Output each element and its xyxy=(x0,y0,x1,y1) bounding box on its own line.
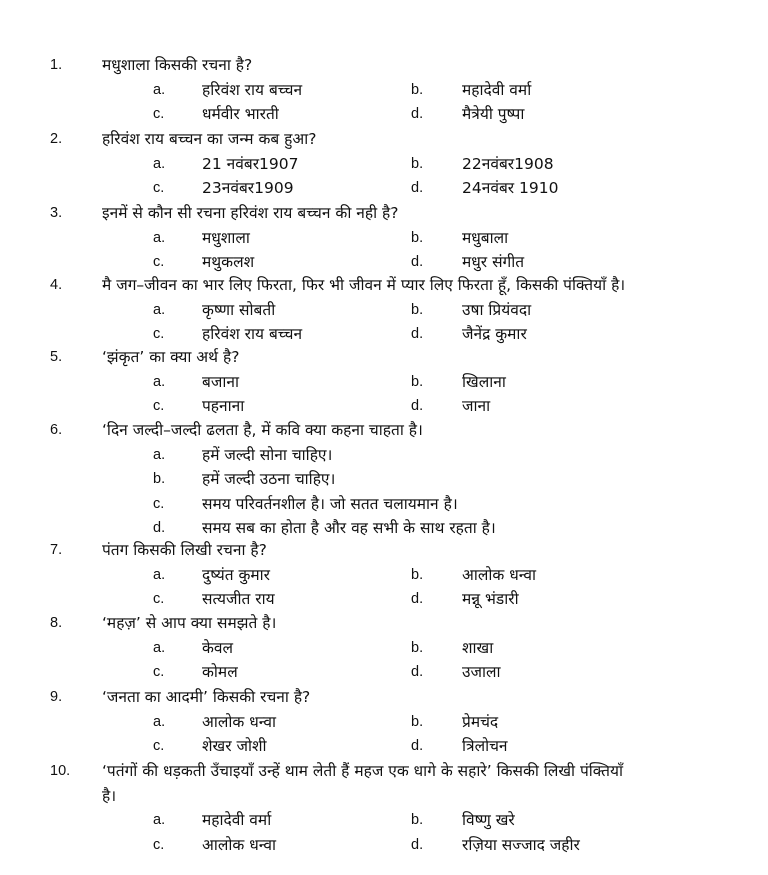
question-text: हरिवंश राय बच्चन का जन्म कब हुआ? xyxy=(102,130,317,148)
question-row xyxy=(0,345,768,369)
option-letter: d. xyxy=(411,326,424,342)
option-text: धर्मवीर भारती xyxy=(202,105,279,123)
option-letter: b. xyxy=(411,639,424,656)
option-letter: c. xyxy=(153,738,165,754)
option-text: विष्णु खरे xyxy=(462,811,515,829)
option-text: केवल xyxy=(202,638,234,657)
option-letter: c. xyxy=(153,836,165,853)
option-letter: b. xyxy=(411,373,424,390)
question-number: 9. xyxy=(50,689,63,705)
question-row xyxy=(0,273,768,297)
option-text: त्रिलोचन xyxy=(462,737,508,755)
option-text: पहनाना xyxy=(202,397,245,415)
question-text: ‘पतंगों की धड़कती उँचाइयाँ उन्हें थाम लेती हैं महज एक धागे के सहारे’ किसकी लिखी पंक्तियाँ xyxy=(102,762,623,780)
option-letter: c. xyxy=(153,326,165,342)
option-text: 23नवंबर1909 xyxy=(202,179,294,197)
question-number: 8. xyxy=(50,615,63,631)
option-text: 24नवंबर 1910 xyxy=(462,179,559,197)
option-letter: a. xyxy=(153,812,166,828)
option-letter: b. xyxy=(411,229,424,246)
option-text: खिलाना xyxy=(462,372,506,391)
question-row xyxy=(0,538,768,562)
option-text: 22नवंबर1908 xyxy=(462,154,554,173)
option-letter: b. xyxy=(411,81,424,98)
option-letter: c. xyxy=(153,591,165,607)
option-text: महादेवी वर्मा xyxy=(202,811,272,829)
option-text: हरिवंश राय बच्चन xyxy=(202,80,303,99)
option-letter: b. xyxy=(411,713,424,730)
question-text: पंतग किसकी लिखी रचना है? xyxy=(102,541,267,559)
option-letter: c. xyxy=(153,495,165,512)
option-text: रज़िया सज्जाद जहीर xyxy=(462,835,580,854)
option-text: जाना xyxy=(462,397,491,415)
option-letter: d. xyxy=(411,106,424,122)
option-text: समय सब का होता है और वह सभी के साथ रहता है। xyxy=(202,519,496,537)
option-text: शेखर जोशी xyxy=(202,737,267,755)
question-row xyxy=(0,611,768,635)
option-letter: b. xyxy=(153,471,166,487)
question-text: ‘दिन जल्दी–जल्दी ढलता है, में कवि क्या कहना चाहता है। xyxy=(102,421,423,439)
option-letter: c. xyxy=(153,180,165,196)
option-letter: d. xyxy=(411,591,424,607)
option-text: दुष्यंत कुमार xyxy=(202,565,271,584)
question-number: 3. xyxy=(50,205,63,221)
question-row xyxy=(0,418,768,442)
option-letter: a. xyxy=(153,639,166,656)
question-row xyxy=(0,685,768,709)
question-text: ‘झंकृत’ का क्या अर्थ है? xyxy=(102,348,240,366)
option-letter: b. xyxy=(411,155,424,172)
option-text: आलोक धन्वा xyxy=(202,712,276,731)
option-text: कोमल xyxy=(202,663,238,681)
option-text: मधुर संगीत xyxy=(462,253,525,271)
option-text: उजाला xyxy=(462,663,501,681)
option-letter: c. xyxy=(153,398,165,414)
option-letter: a. xyxy=(153,713,166,730)
option-text: हमें जल्दी सोना चाहिए। xyxy=(202,445,333,464)
option-letter: c. xyxy=(153,254,165,270)
option-text: प्रेमचंद xyxy=(462,712,499,731)
option-letter: d. xyxy=(153,520,166,536)
option-text: महादेवी वर्मा xyxy=(462,80,532,99)
option-letter: d. xyxy=(411,738,424,754)
option-letter: d. xyxy=(411,254,424,270)
option-text: आलोक धन्वा xyxy=(462,565,536,584)
option-text: सत्यजीत राय xyxy=(202,590,275,608)
question-number: 2. xyxy=(50,131,63,147)
question-text: ‘जनता का आदमी’ किसकी रचना है? xyxy=(102,688,311,706)
option-text: जैनेंद्र कुमार xyxy=(462,325,527,343)
option-letter: b. xyxy=(411,301,424,318)
question-number: 5. xyxy=(50,349,63,365)
option-text: मैत्रेयी पुष्पा xyxy=(462,105,525,123)
question-row xyxy=(0,53,768,77)
question-row xyxy=(0,759,768,783)
question-row xyxy=(0,127,768,151)
question-number: 1. xyxy=(50,57,63,73)
option-letter: a. xyxy=(153,81,166,98)
option-letter: d. xyxy=(411,836,424,853)
option-letter: a. xyxy=(153,446,166,463)
option-letter: a. xyxy=(153,566,166,583)
option-text: उषा प्रियंवदा xyxy=(462,300,532,319)
question-number: 6. xyxy=(50,422,63,438)
question-text-continuation: है। xyxy=(102,786,117,805)
option-letter: d. xyxy=(411,398,424,414)
option-letter: b. xyxy=(411,812,424,828)
question-row xyxy=(0,201,768,225)
option-letter: c. xyxy=(153,664,165,680)
question-number: 7. xyxy=(50,542,63,558)
option-text: शाखा xyxy=(462,638,494,657)
option-text: मथुकलश xyxy=(202,253,255,271)
option-text: मधुशाला xyxy=(202,228,250,247)
question-text: मधुशाला किसकी रचना है? xyxy=(102,56,253,74)
option-letter: a. xyxy=(153,301,166,318)
option-text: समय परिवर्तनशील है। जो सतत चलायमान है। xyxy=(202,494,458,513)
question-number: 10. xyxy=(50,763,71,779)
option-text: बजाना xyxy=(202,372,239,391)
question-text: ‘महज़’ से आप क्या समझते है। xyxy=(102,614,277,632)
option-letter: d. xyxy=(411,664,424,680)
option-text: कृष्णा सोबती xyxy=(202,300,276,319)
option-letter: a. xyxy=(153,229,166,246)
option-text: आलोक धन्वा xyxy=(202,835,276,854)
option-text: हरिवंश राय बच्चन xyxy=(202,325,303,343)
option-letter: a. xyxy=(153,155,166,172)
option-letter: b. xyxy=(411,566,424,583)
question-number: 4. xyxy=(50,277,63,293)
option-text: मन्नू भंडारी xyxy=(462,590,519,608)
option-text: मधुबाला xyxy=(462,228,509,247)
question-text: मै जग–जीवन का भार लिए फिरता, फिर भी जीवन में प्यार लिए फिरता हूँ, किसकी पंक्तियाँ है। xyxy=(102,276,626,294)
option-text: हमें जल्दी उठना चाहिए। xyxy=(202,470,336,488)
question-text: इनमें से कौन सी रचना हरिवंश राय बच्चन की नही है? xyxy=(102,204,399,222)
option-letter: c. xyxy=(153,106,165,122)
option-letter: d. xyxy=(411,180,424,196)
option-text: 21 नवंबर1907 xyxy=(202,154,299,173)
option-letter: a. xyxy=(153,373,166,390)
